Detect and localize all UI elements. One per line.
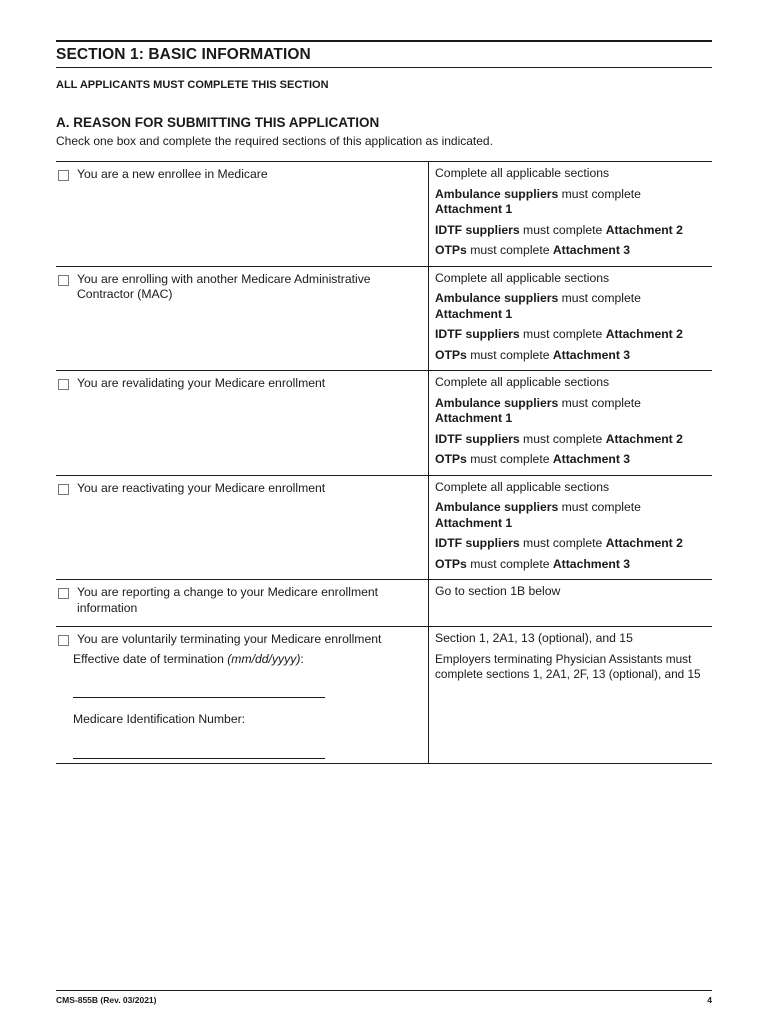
part-a-title: A. REASON FOR SUBMITTING THIS APPLICATION xyxy=(56,115,380,130)
instruction-line: Ambulance suppliers must complete Attachment 1 xyxy=(435,291,641,321)
option-label: You are enrolling with another Medicare Administrative Contractor (MAC) xyxy=(77,271,371,301)
instruction-line: Ambulance suppliers must complete Attachment 1 xyxy=(435,500,641,530)
option-label: You are a new enrollee in Medicare xyxy=(77,167,268,181)
revalidating-checkbox[interactable] xyxy=(58,379,69,390)
table-row xyxy=(56,580,712,627)
terminating-checkbox[interactable] xyxy=(58,635,69,646)
instruction-line: OTPs must complete Attachment 3 xyxy=(435,243,631,257)
termination-date-field[interactable] xyxy=(73,683,325,698)
instruction-line: Section 1, 2A1, 13 (optional), and 15 xyxy=(435,631,633,645)
medicare-id-label: Medicare Identification Number: xyxy=(73,712,246,726)
option-label: You are reporting a change to your Medicare enrollment information xyxy=(77,585,379,615)
table-row xyxy=(56,266,712,371)
instruction-line: IDTF suppliers must complete Attachment 2 xyxy=(435,536,683,550)
instruction-line: OTPs must complete Attachment 3 xyxy=(435,556,631,571)
instruction-line: Go to section 1B below xyxy=(435,584,561,598)
form-page xyxy=(56,40,712,764)
instruction-line: Complete all applicable sections xyxy=(435,270,610,285)
option-label: You are voluntarily terminating your Medicare enrollment xyxy=(77,632,382,646)
part-a-instruction: Check one box and complete the required sections of this application as indicated. xyxy=(56,134,493,148)
form-id: CMS-855B (Rev. 03/2021) xyxy=(56,995,157,1005)
termination-date-label: Effective date of termination (mm/dd/yyyy): xyxy=(73,651,304,666)
section-subtitle: ALL APPLICANTS MUST COMPLETE THIS SECTION xyxy=(56,79,329,91)
instruction-line: IDTF suppliers must complete Attachment 2 xyxy=(435,327,683,341)
table-row xyxy=(56,475,712,580)
instruction-line: Complete all applicable sections xyxy=(435,166,610,180)
page-footer xyxy=(56,990,712,1005)
instruction-line: Complete all applicable sections xyxy=(435,375,610,389)
table-row xyxy=(56,162,712,267)
reporting-change-checkbox[interactable] xyxy=(58,588,69,599)
medicare-id-field[interactable] xyxy=(73,744,325,759)
instruction-line: IDTF suppliers must complete Attachment 2 xyxy=(435,431,683,446)
table-row xyxy=(56,627,712,764)
instruction-line: Employers terminating Physician Assistants must complete sections 1, 2A1, 2F, 13 (optional), and 15 xyxy=(435,651,701,681)
instruction-line: Complete all applicable sections xyxy=(435,479,610,494)
instruction-line: IDTF suppliers must complete Attachment 2 xyxy=(435,222,683,237)
instruction-line: Ambulance suppliers must complete Attachment 1 xyxy=(435,395,641,425)
reason-table xyxy=(56,161,712,764)
table-row xyxy=(56,371,712,476)
option-label: You are revalidating your Medicare enrollment xyxy=(77,376,326,390)
instruction-line: OTPs must complete Attachment 3 xyxy=(435,347,631,362)
reactivating-checkbox[interactable] xyxy=(58,484,69,495)
another-mac-checkbox[interactable] xyxy=(58,275,69,286)
option-label: You are reactivating your Medicare enrollment xyxy=(77,480,326,495)
section-title: SECTION 1: BASIC INFORMATION xyxy=(56,40,712,68)
instruction-line: OTPs must complete Attachment 3 xyxy=(435,452,631,466)
page-number: 4 xyxy=(707,995,712,1005)
instruction-line: Ambulance suppliers must complete Attachment 1 xyxy=(435,186,641,216)
new-enrollee-checkbox[interactable] xyxy=(58,170,69,181)
